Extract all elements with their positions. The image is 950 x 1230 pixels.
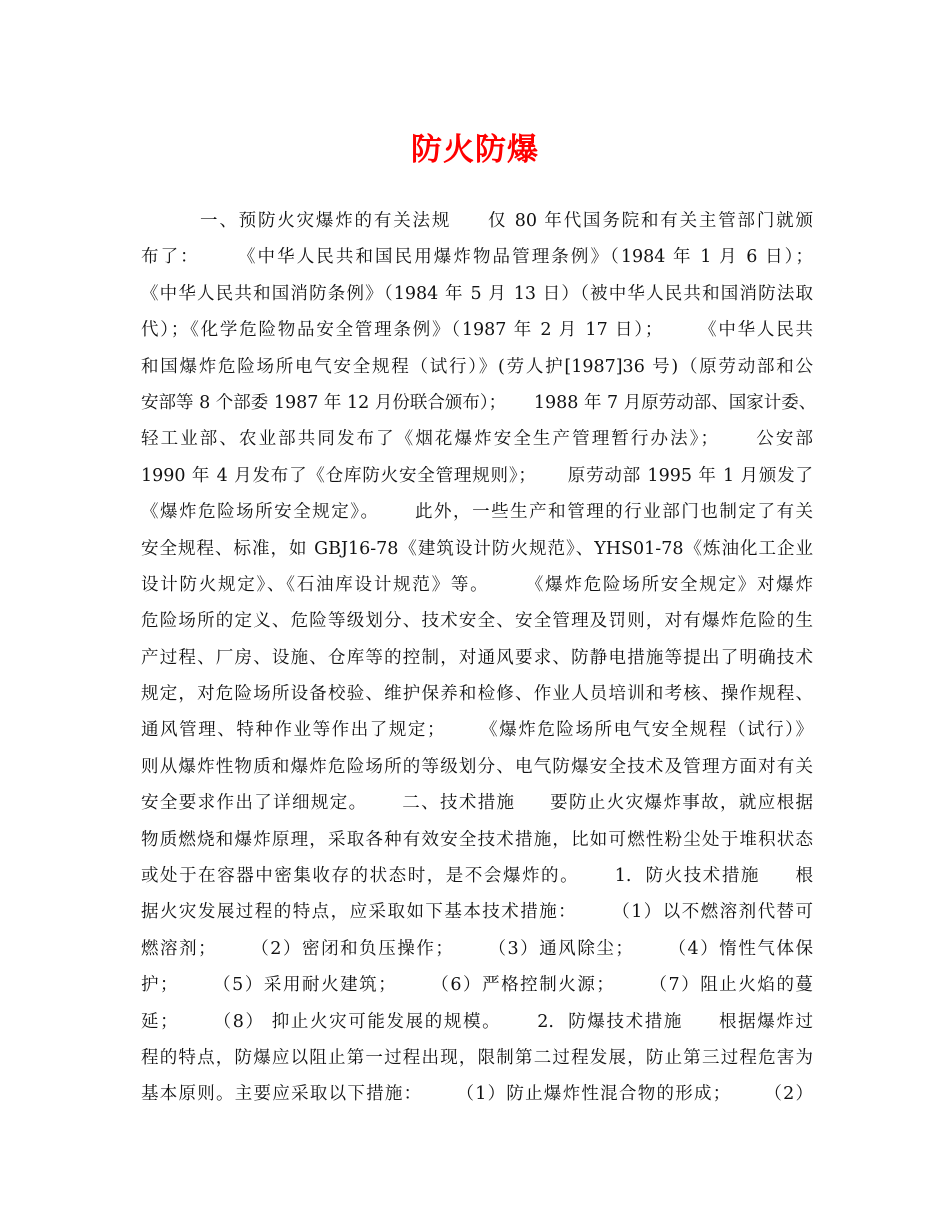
body-line: 安部等 8 个部委 1987 年 12 月份联合颁布）； 1988 年 7 月原劳动部、国家计委、 <box>141 392 817 413</box>
document-body <box>141 203 817 1113</box>
body-line: 轻工业部、农业部共同发布了《烟花爆炸安全生产管理暂行办法》； 公安部 <box>141 429 813 450</box>
body-line: 护； （5）采用耐火建筑； （6）严格控制火源； （7）阻止火焰的蔓 <box>141 975 813 996</box>
body-line: 通风管理、特种作业等作出了规定； 《爆炸危险场所电气安全规程（试行）》 <box>141 720 813 741</box>
body-line: 据火灾发展过程的特点，应采取如下基本技术措施： （1）以不燃溶剂代替可 <box>141 902 813 923</box>
body-line: 或处于在容器中密集收存的状态时，是不会爆炸的。 1. 防火技术措施 根 <box>141 866 813 887</box>
body-line: 安全规程、标准，如 GBJ16-78《建筑设计防火规范》、YHS01-78《炼油化工企业 <box>141 538 813 559</box>
body-line: 设计防火规定》、《石油库设计规范》等。 《爆炸危险场所安全规定》对爆炸 <box>141 574 813 595</box>
body-line: 基本原则。主要应采取以下措施： （1）防止爆炸性混合物的形成； （2） <box>141 1084 813 1105</box>
body-line: 危险场所的定义、危险等级划分、技术安全、安全管理及罚则，对有爆炸危险的生 <box>141 611 813 632</box>
body-line: 和国爆炸危险场所电气安全规程（试行）》(劳人护[1987]36 号)（原劳动部和公 <box>141 356 813 377</box>
body-line: 一、预防火灾爆炸的有关法规 仅 80 年代国务院和有关主管部门就颁 <box>141 211 813 231</box>
body-line: 代）；《化学危险物品安全管理条例》（1987 年 2 月 17 日）； 《中华人民共 <box>141 320 813 341</box>
body-line: 《爆炸危险场所安全规定》。 此外，一些生产和管理的行业部门也制定了有关 <box>141 502 813 523</box>
body-line: 1990 年 4 月发布了《仓库防火安全管理规则》； 原劳动部 1995 年 1 月颁发了 <box>141 465 813 486</box>
body-line: 产过程、厂房、设施、仓库等的控制，对通风要求、防静电措施等提出了明确技术 <box>141 647 813 668</box>
body-line: 安全要求作出了详细规定。 二、技术措施 要防止火灾爆炸事故，就应根据 <box>141 793 813 814</box>
body-line: 程的特点，防爆应以阻止第一过程出现，限制第二过程发展，防止第三过程危害为 <box>141 1047 813 1068</box>
body-line: 布了： 《中华人民共和国民用爆炸物品管理条例》（1984 年 1 月 6 日）； <box>141 247 813 268</box>
body-line: 延； （8） 抑止火灾可能发展的规模。 2. 防爆技术措施 根据爆炸过 <box>141 1011 813 1032</box>
document-title: 防火防爆 <box>411 132 539 168</box>
body-line: 规定，对危险场所设备校验、维护保养和检修、作业人员培训和考核、操作规程、 <box>141 684 813 705</box>
body-line: 燃溶剂； （2）密闭和负压操作； （3）通风除尘； （4）惰性气体保 <box>141 938 813 959</box>
body-line: 则从爆炸性物质和爆炸危险场所的等级划分、电气防爆安全技术及管理方面对有关 <box>141 756 813 777</box>
body-line: 物质燃烧和爆炸原理，采取各种有效安全技术措施，比如可燃性粉尘处于堆积状态 <box>141 829 813 850</box>
body-line: 《中华人民共和国消防条例》（1984 年 5 月 13 日）（被中华人民共和国消防法取 <box>141 283 813 304</box>
